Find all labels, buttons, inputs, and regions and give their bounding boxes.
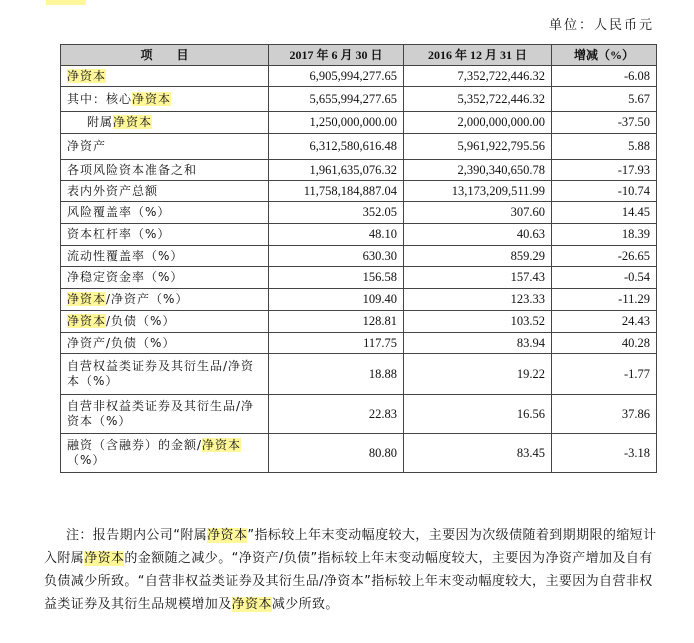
table-row [61,267,657,289]
table-row [61,112,657,134]
change-percent: 5.67 [552,87,657,112]
table-row [61,181,657,202]
value-2017: 80.80 [269,434,404,473]
change-percent: -1.77 [552,354,657,395]
value-2017: 48.10 [269,224,404,246]
value-2016: 103.52 [404,311,552,333]
note-text: 的金额随之减少。“净资产/负债”指标较上年末变动幅度较大，主要因为净资产增加及自有负债减少所致。“自营非权益类证券及其衍生品/净资本”指标较上年末变动幅度较大，主要因为自营非权益类证券及其衍生品规模增加及 [44,551,653,612]
change-percent: -10.74 [552,181,657,202]
change-percent: -3.18 [552,434,657,473]
table-row [61,289,657,311]
footnote [44,524,662,616]
value-2016: 2,390,340,650.78 [404,160,552,181]
highlighted-term: 净资本 [113,115,153,129]
highlighted-term: 净资本 [67,314,107,328]
financial-indicator-table [60,44,657,473]
table-row [61,246,657,267]
label-text: 各项风险资本准备之和 [67,162,198,177]
value-2017: 18.88 [269,354,404,395]
header-2016: 2016 年 12 月 31 日 [404,45,552,66]
value-2016: 307.60 [404,202,552,224]
header-item: 项 目 [61,45,269,66]
label-text: 表内外资产总额 [67,183,159,198]
row-label [61,160,269,181]
row-label [61,87,269,112]
row-label [61,267,269,289]
value-2017: 6,905,994,277.65 [269,66,404,87]
change-percent: -37.50 [552,112,657,134]
value-2016: 83.45 [404,434,552,473]
label-text: 净稳定资金率（%） [67,270,184,284]
change-percent: 24.43 [552,311,657,333]
label-text: 附属 [87,115,114,129]
change-percent: -17.93 [552,160,657,181]
header-2017: 2017 年 6 月 30 日 [269,45,404,66]
value-2016: 123.33 [404,289,552,311]
row-label [61,181,269,202]
row-label [61,354,269,395]
change-percent: -6.08 [552,66,657,87]
highlighted-term: 净资本 [67,68,107,83]
label-text: 净资产/负债（%） [67,335,176,350]
value-2017: 1,250,000,000.00 [269,112,404,134]
table-row [61,434,657,473]
row-label [61,112,269,134]
highlighted-term: 净资本 [67,292,107,306]
label-text: 流动性覆盖率（%） [67,248,184,263]
row-label [61,66,269,87]
label-text: 其中：核心 [67,91,133,106]
highlighted-term: 净资本 [231,597,272,612]
note-text: ”指标较上年末变动幅度较大，主要因为次级债随着到期期限的缩短计入附属 [44,528,657,566]
label-text: 净资产 [67,139,107,153]
value-2017: 156.58 [269,267,404,289]
table-row [61,160,657,181]
row-label [61,289,269,311]
row-label [61,395,269,434]
value-2017: 109.40 [269,289,404,311]
value-2016: 2,000,000,000.00 [404,112,552,134]
value-2016: 5,352,722,446.32 [404,87,552,112]
value-2016: 16.56 [404,395,552,434]
highlighted-term: 净资本 [132,91,172,106]
header-change: 增减（%） [552,45,657,66]
value-2017: 22.83 [269,395,404,434]
table-row [61,224,657,246]
change-percent: 40.28 [552,333,657,354]
unit-label: 单位：人民币元 [548,18,654,33]
row-label [61,333,269,354]
change-percent: 14.45 [552,202,657,224]
change-percent: -26.65 [552,246,657,267]
table-row [61,354,657,395]
label-text: 风险覆盖率（%） [67,205,171,219]
highlighted-term: 净资本 [202,438,242,452]
value-2016: 859.29 [404,246,552,267]
change-percent: -0.54 [552,267,657,289]
highlighted-term: 净资本 [84,551,125,566]
table-row [61,311,657,333]
value-2017: 352.05 [269,202,404,224]
value-2017: 6,312,580,616.48 [269,134,404,160]
value-2017: 1,961,635,076.32 [269,160,404,181]
change-percent: 18.39 [552,224,657,246]
value-2016: 7,352,722,446.32 [404,66,552,87]
value-2017: 5,655,994,277.65 [269,87,404,112]
value-2017: 630.30 [269,246,404,267]
row-label [61,134,269,160]
row-label [61,246,269,267]
label-text: /净资产（%） [106,292,189,306]
highlighted-term: 净资本 [207,528,248,543]
table-row [61,333,657,354]
label-text: 自营权益类证券及其衍生品/净资本（%） [67,359,255,388]
table-row [61,66,657,87]
label-text: 自营非权益类证券及其衍生品/净资本（%） [67,399,255,428]
value-2017: 128.81 [269,311,404,333]
note-text: 注：报告期内公司“附属 [66,528,208,543]
table-body [61,66,657,473]
value-2016: 40.63 [404,224,552,246]
table-row [61,395,657,434]
row-label [61,224,269,246]
change-percent: -11.29 [552,289,657,311]
table-header-row [61,45,657,66]
label-text: 资本杠杆率（%） [67,227,171,241]
label-text: /负债（%） [106,314,176,328]
value-2016: 157.43 [404,267,552,289]
table-row [61,134,657,160]
value-2016: 13,173,209,511.99 [404,181,552,202]
row-label [61,202,269,224]
value-2016: 83.94 [404,333,552,354]
table-row [61,202,657,224]
label-text: （%） [67,453,106,467]
highlight-mark [46,0,86,5]
row-label [61,434,269,473]
change-percent: 37.86 [552,395,657,434]
change-percent: 5.88 [552,134,657,160]
row-label [61,311,269,333]
label-text: 融资（含融券）的金额/ [67,438,203,452]
table-row [61,87,657,112]
value-2016: 5,961,922,795.56 [404,134,552,160]
note-text: 减少所致。 [271,597,339,612]
value-2016: 19.22 [404,354,552,395]
value-2017: 117.75 [269,333,404,354]
value-2017: 11,758,184,887.04 [269,181,404,202]
